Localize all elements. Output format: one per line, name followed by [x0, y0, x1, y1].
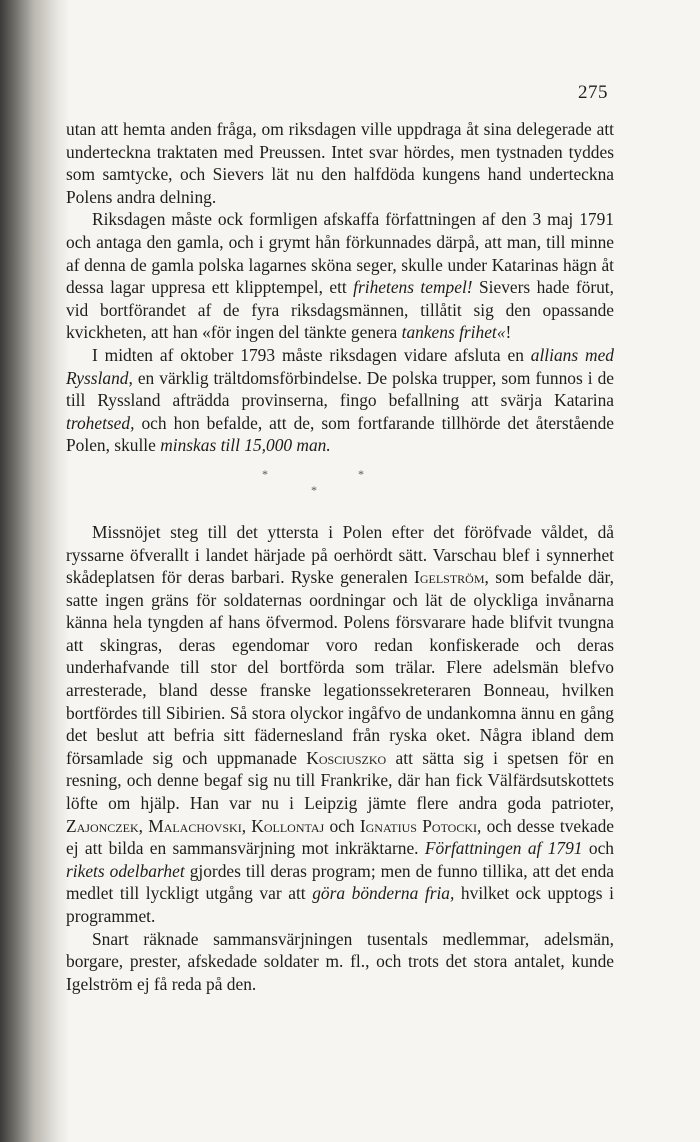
text-run: Riksdagen måste ock formligen afskaffa författningen af den 3 maj 1791 och antaga den gamla, och i grymt hån förkunnades därpå, att man, till minne af denna de gamla polska lagarnes sköna seger, skulle under Katarinas hägn åt dessa lagar uppresa ett klipptempel, ett	[66, 209, 614, 298]
text-run: Ignatius Potocki,	[359, 815, 482, 836]
text-run: minskas till 15,000 man.	[160, 435, 331, 456]
paragraph-5: Snart räknade sammansvärjningen tusentals medlemmar, adelsmän, borgare, prester, afskedade soldater m. fl., och trots det stora antalet, kunde Igelström ej få reda på den.	[66, 928, 614, 994]
ornament-asterisk-2: *	[358, 466, 364, 481]
paragraph-1: utan att hemta anden fråga, om riksdagen ville uppdraga åt sina delegerade att underteckna traktaten med Preussen. Intet svar hördes, men tystnaden tyddes som samtycke, och Sievers lät nu den halfdöda kungens hand underteckna Polens andra delning.	[66, 119, 614, 207]
text-run: en värklig trältdomsförbindelse. De polska trupper, som funnos i de till Ryssland afträdda provinserna, fingo befallning att svärja Katarina	[66, 367, 614, 411]
page-body	[66, 118, 614, 995]
paragraph-4	[66, 521, 614, 928]
text-run: I midten af oktober 1793 måste riksdagen vidare afsluta en	[92, 344, 531, 365]
text-run: tankens frihet«	[401, 322, 506, 343]
text-run: Zajonczek, Malachovski, Kollontaj	[66, 815, 325, 836]
text-run: gjordes till deras program; men de funno tillika, att det enda medlet till lyckligt utgång var att	[66, 860, 615, 904]
paragraph-3	[66, 344, 614, 457]
text-run: allians med Ryssland,	[66, 344, 614, 388]
text-run: göra bönderna fria,	[312, 883, 455, 904]
text-run: och	[324, 815, 360, 836]
text-run: Författningen af 1791	[424, 838, 583, 859]
ornament-asterisk-3: *	[311, 482, 317, 497]
page-number: 275	[578, 82, 608, 103]
text-run: hvilket ock upptogs i programmet.	[66, 883, 614, 926]
text-run: frihetens tempel!	[353, 277, 473, 298]
book-gutter-shadow	[0, 0, 70, 1142]
text-run: rikets odelbarhet	[66, 860, 185, 881]
text-run: och hon befalde, att de, som fortfarande tillhörde det återstående Polen, skulle	[66, 412, 614, 456]
text-run: Sievers hade förut, vid bortförandet af de fyra riksdagsmännen, tillåtit sig den opassande kvickheten, att han «för ingen del tänkte genera	[66, 277, 614, 343]
paragraph-2	[66, 208, 614, 344]
text-run: Igelström,	[414, 567, 489, 588]
text-run: trohetsed,	[66, 412, 135, 433]
text-run: att sätta sig i spetsen för en resning, och denne begaf sig nu till Frankrike, där han fick Välfärdsutskottets löfte om hjälp. Han var nu i Leipzig jämte flere andra goda patrioter,	[66, 747, 614, 814]
text-run: som befalde där, satte ingen gräns för soldaternas oordningar och lät de olyckliga invånarna känna hela tyngden af hans öfvermod. Polens försvarare hade blifvit tvungna att skingras, deras egendomar voro redan konfiskerade och deras underhafvande till stor del bortförda som trälar. Flere adelsmän blefvo arresterade, bland desse franske legationssekreteraren Bonneau, hvilken bortfördes till Sibirien. Så stora olyckor ingåfvo de undankomna ännu en gång det beslut att befria sitt fädernesland från ryska oket. Några ibland dem församlade sig och uppmanade	[66, 567, 615, 768]
text-run: Missnöjet steg till det yttersta i Polen efter det föröfvade våldet, då ryssarne öfverallt i landet härjade på oerhördt sätt. Varschau blef i synnerhet skådeplatsen för deras barbari. Ryske generalen	[66, 521, 614, 588]
text-run: och desse tvekade ej att bilda en sammansvärjning mot inkräktarne.	[66, 815, 614, 859]
text-run: och	[582, 838, 614, 859]
section-ornament	[66, 457, 614, 515]
ornament-asterisk-1: *	[262, 466, 268, 481]
text-run: Kosciuszko	[306, 747, 387, 768]
text-run: !	[505, 322, 512, 343]
